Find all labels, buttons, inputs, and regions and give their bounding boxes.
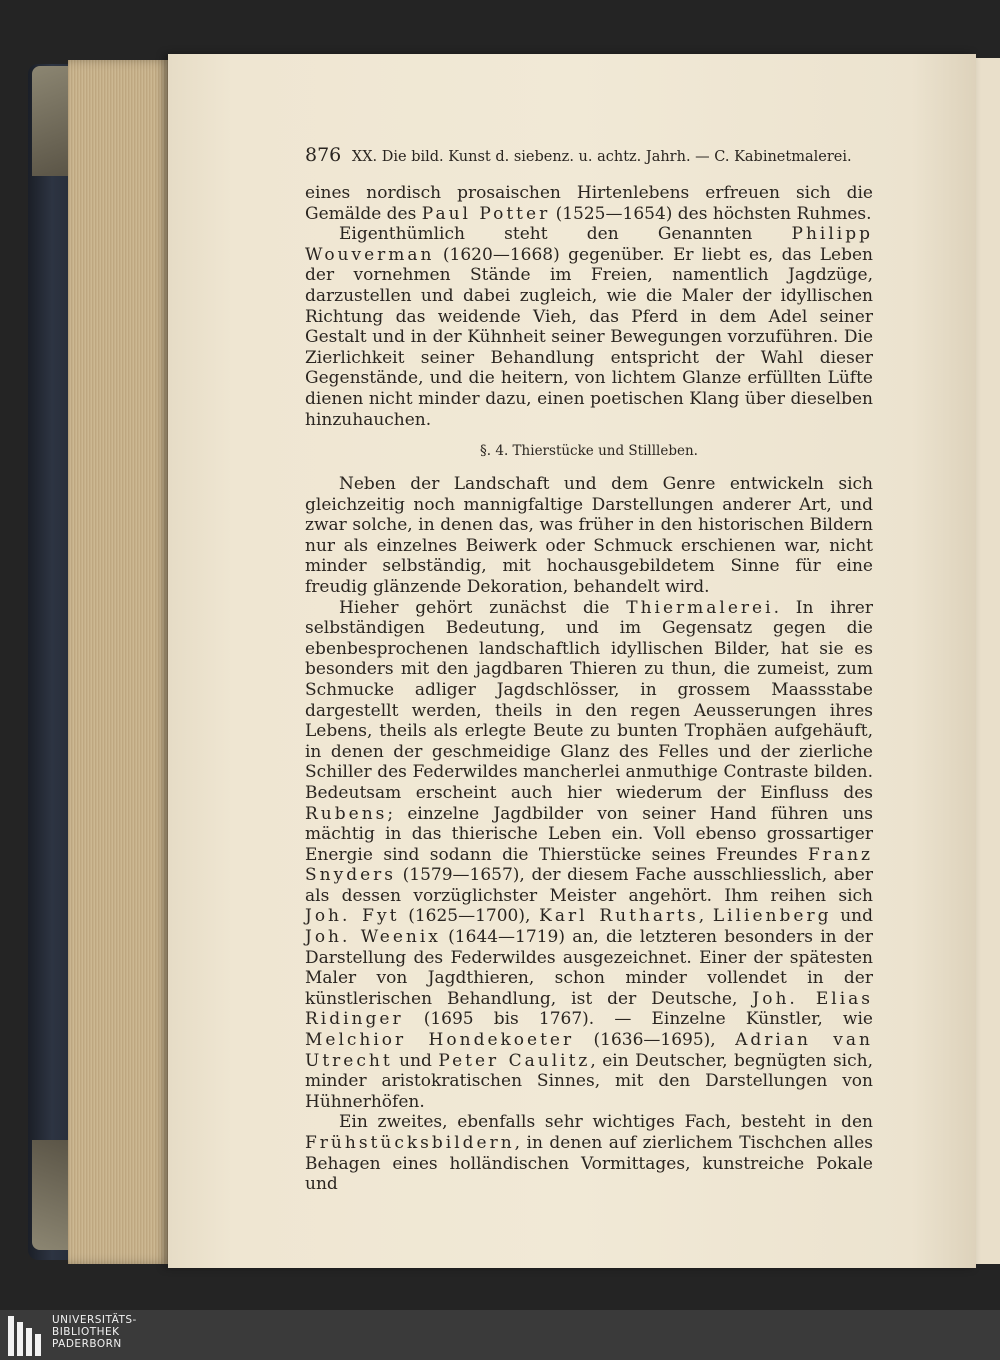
spaced-name: Paul Potter [421,203,551,224]
paragraph [305,598,873,1113]
spaced-name: Franz Snyders [305,844,873,886]
section-title: §. 4. Thierstücke und Stillleben. [480,443,698,459]
text: eines nordisch prosaischen Hirtenlebens erfreuen sich die Gemälde des [305,183,873,224]
library-name [52,1314,137,1350]
spaced-name: Peter Caulitz [438,1050,591,1071]
text: (1625—1700), [399,906,540,927]
text: und [392,1050,439,1071]
spaced-name: Philipp Wouverman [305,224,873,265]
cover-corner-bottom [32,1140,72,1250]
spaced-name: Lilienberg [712,906,832,927]
text: (1579—1657), der diesem Fache ausschliesslich, aber als dessen vorzüglichster Meister angehört. Ihm reihen sich [305,865,873,906]
spaced-name: Karl Rutharts [539,906,699,927]
text: , ein Deutscher, begnügten sich, minder aristokratischen Sinnes, mit den Darstellungen von Hühnerhöfen. [305,1050,873,1112]
text-block-main [305,474,873,1195]
text: , [698,906,713,927]
cover-corner-top [32,66,72,176]
paragraph: Neben der Landschaft und dem Genre entwickeln sich gleichzeitig noch mannigfaltige Darstellungen anderer Art, und zwar solche, in denen das, was früher in den historischen Bildern nur als einzelnes Beiwerk oder Schmuck erschienen war, nicht minder selbständig, mit hochausgebildetem Sinne für eine freudig glänzende Dekoration, behandelt wird. [305,474,873,597]
text: . In ihrer selbständigen Bedeutung, und im Gegensatz gegen die ebenbesprochenen landschaftlich idyllischen Bilder, hat sie es besonders mit den jagdbaren Thieren zu thun, die zumeist, zum Schmucke adliger Jagdschlösser, in grossem Maassstabe dargestellt werden, theils in den regen Aeusserungen ihres Lebens, theils als erlegte Beute zu bunten Trophäen aufgehäuft, in denen der geschmeidige Glanz des Felles und der zierliche Schiller des Federwildes mancherlei anmuthige Contraste bilden. Bedeutsam erscheint auch hier wiederum der Einfluss des [305,597,873,803]
paragraph [305,1112,873,1194]
text: ; einzelne Jagdbilder von seiner Hand führen uns mächtig in das thierische Leben ein. Voll ebenso grossartiger Energie sind sodann die Thierstücke seines Freundes [305,803,873,865]
library-name-line: BIBLIOTHEK [52,1326,120,1338]
spaced-name: Joh. Elias Ridinger [305,988,873,1030]
running-head: XX. Die bild. Kunst d. siebenz. u. achtz. Jahrh. — C. Kabinetmalerei. [351,149,852,165]
text: (1620—1668) gegenüber. Er liebt es, das Leben der vornehmen Stände im Freien, namentlich Jagdzüge, darzustellen und dabei zugleich, wie die Maler der idyllischen Richtung das weidende Vieh, das Pferd in dem Adel seiner Gestalt und in der Kühnheit seiner Bewegungen vorzuführen. Die Zierlichkeit seiner Behandlung entspricht der Wahl dieser Gegenstände, und die heitern, von lichtem Glanze erfüllten Lüfte dienen nicht minder dazu, einen poetischen Klang über dieselben hinzuhauchen. [305,244,873,430]
library-name-line: PADERBORN [52,1338,122,1350]
spaced-term: Thiermalerei [626,597,774,618]
page-number: 876 [305,144,342,166]
text-block-top [305,183,873,430]
paragraph [305,224,873,430]
library-footer [0,1310,1000,1360]
spaced-name: Melchior Hondekoeter [305,1030,575,1051]
spaced-name: Joh. Fyt [305,906,400,927]
library-name-line: UNIVERSITÄTS- [52,1314,137,1326]
text: (1525—1654) des höchsten Ruhmes. [550,203,872,224]
page-edges [68,60,172,1264]
text: Hieher gehört zunächst die [339,597,627,618]
text: , in denen auf zierlichem Tischchen alles Behagen eines holländischen Vormittages, kunstreiche Pokale und [305,1133,873,1195]
text: (1695 bis 1767). — Einzelne Künstler, wie [403,1009,873,1030]
text: (1636—1695), [574,1030,736,1051]
text: Eigenthümlich steht den Genannten [339,224,792,245]
paragraph [305,183,873,224]
spaced-name: Joh. Weenix [305,927,441,948]
running-header [305,144,852,166]
spaced-term: Frühstücksbildern [305,1133,515,1153]
text: Ein zweites, ebenfalls sehr wichtiges Fach, besteht in den [339,1112,873,1133]
spaced-name: Adrian van Utrecht [305,1030,873,1071]
text: (1644—1719) an, die letzteren besonders in der Darstellung des Federwildes ausgezeichnet. Einer der spätesten Maler von Jagdthieren, schon minder vollendet in der künstlerischen Behandlung, ist der Deutsche, [305,927,873,1009]
text: und [831,906,874,927]
library-logo-icon [8,1316,46,1356]
spaced-name: Rubens [305,803,388,824]
